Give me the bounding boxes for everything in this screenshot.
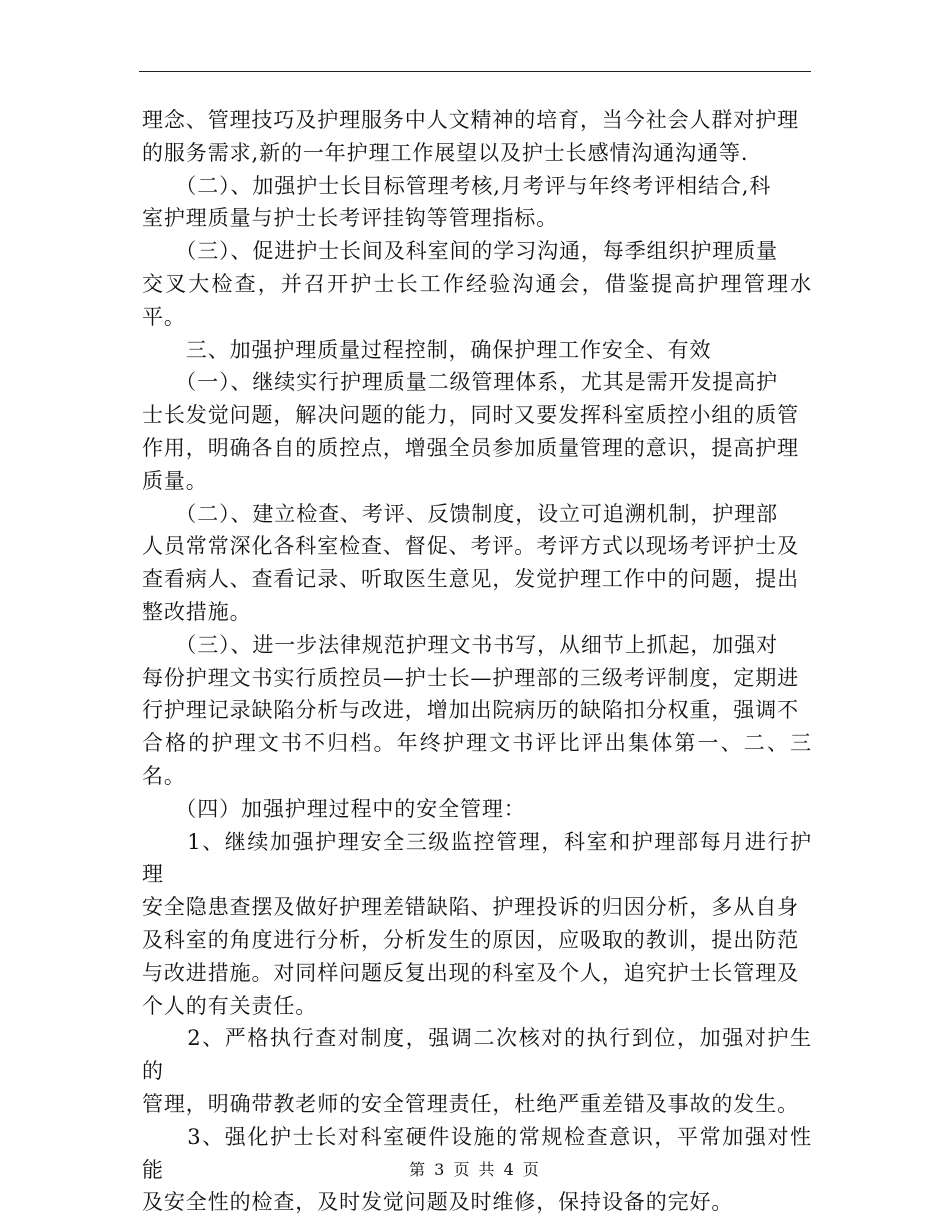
page-footer [0,1157,950,1180]
paragraph-7: （三）、进一步法律规范护理文书书写，从细节上抓起，加强对 每份护理文书实行质控员—护士长—护理部的三级考评制度，定期进 行护理记录缺陷分析与改进，增加出院病历的缺陷扣分权重，强调不 合格的护理文书不归档。年终护理文书评比评出集体第一、二、三名。 [142,632,812,788]
subsection-heading-4: （四）加强护理过程中的安全管理： [142,796,526,821]
document-body [142,104,812,1219]
paragraph-3: （三）、促进护士长间及科室间的学习沟通，每季组织护理质量 交叉大检查，并召开护士长工作经验沟通会，借鉴提高护理管理水平。 [142,239,812,329]
page-number: 第 3 页 共 4 页 [409,1160,541,1179]
paragraph-1: 理念、管理技巧及护理服务中人文精神的培育，当今社会人群对护理 的服务需求,新的一年护理工作展望以及护士长感情沟通沟通等. [142,108,799,165]
section-heading-3: 三、加强护理质量过程控制，确保护理工作安全、有效 [142,337,712,362]
paragraph-10: 2、严格执行查对制度，强调二次核对的执行到位，加强对护生的 管理，明确带教老师的安全管理责任，杜绝严重差错及事故的发生。 [142,1026,812,1116]
paragraph-11: 3、强化护士长对科室硬件设施的常规检查意识，平常加强对性能 及安全性的检查，及时发觉问题及时维修，保持设备的完好。 [142,1124,812,1215]
paragraph-2: （二）、加强护士长目标管理考核,月考评与年终考评相结合,科 室护理质量与护士长考评挂钩等管理指标。 [142,173,772,231]
header-rule [139,71,811,72]
paragraph-6: （二）、建立检查、考评、反馈制度，设立可追溯机制，护理部 人员常常深化各科室检查、督促、考评。考评方式以现场考评护士及 查看病人、查看记录、听取医生意见，发觉护理工作中的问题，提出 整改措施。 [142,501,799,624]
paragraph-9: 1、继续加强护理安全三级监控管理，科室和护理部每月进行护理 安全隐患查摆及做好护理差错缺陷、护理投诉的归因分析，多从自身 及科室的角度进行分析，分析发生的原因，应吸取的教训，提出防范 与改进措施。对同样问题反复出现的科室及个人，追究护士长管理及 个人的有关责任。 [142,829,812,1018]
paragraph-5: （一）、继续实行护理质量二级管理体系，尤其是需开发提高护 士长发觉问题，解决问题的能力，同时又要发挥科室质控小组的质管 作用，明确各自的质控点，增强全员参加质量管理的意识，提高护理 质量。 [142,370,799,493]
